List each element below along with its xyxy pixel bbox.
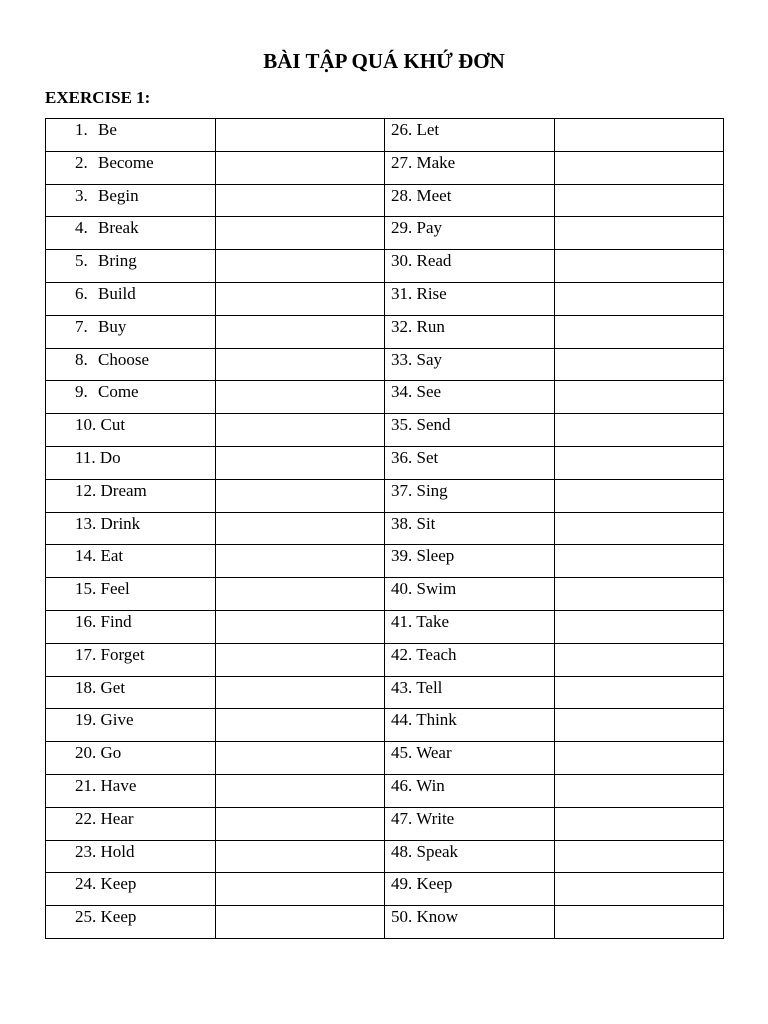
verb-word: Drink (100, 513, 141, 533)
answer-cell-right[interactable] (555, 709, 724, 742)
verb-number: 10. (75, 415, 97, 435)
verb-cell-right (385, 578, 555, 611)
verb-cell-left (46, 217, 216, 250)
verb-cell-right (385, 545, 555, 578)
answer-cell-left[interactable] (216, 840, 385, 873)
verb-word: Read (416, 251, 452, 271)
verb-number: 46. (391, 775, 413, 795)
verb-number: 23. (75, 841, 97, 861)
verb-cell-right (385, 414, 555, 447)
answer-cell-left[interactable] (216, 906, 385, 939)
verb-word: Send (416, 415, 451, 435)
verb-word: Win (416, 775, 445, 795)
verb-number: 8. (75, 349, 88, 369)
verb-cell-right (385, 315, 555, 348)
verb-number: 26. (391, 120, 413, 139)
answer-cell-right[interactable] (555, 840, 724, 873)
verb-number: 6. (75, 283, 88, 303)
answer-cell-right[interactable] (555, 119, 724, 152)
table-row (46, 610, 724, 643)
verb-number: 32. (391, 316, 413, 336)
answer-cell-right[interactable] (555, 184, 724, 217)
verb-word: Speak (416, 841, 459, 861)
verb-cell-right (385, 381, 555, 414)
verb-word: Eat (100, 546, 124, 566)
verb-cell-right (385, 709, 555, 742)
verb-number: 24. (75, 874, 97, 894)
verb-cell-left (46, 545, 216, 578)
answer-cell-right[interactable] (555, 282, 724, 315)
verb-number: 49. (391, 874, 413, 894)
verb-cell-right (385, 184, 555, 217)
verb-word: Keep (100, 907, 137, 927)
verb-cell-left (46, 381, 216, 414)
verb-cell-right (385, 742, 555, 775)
table-row (46, 545, 724, 578)
verb-word: Rise (416, 283, 447, 303)
answer-cell-right[interactable] (555, 315, 724, 348)
table-row (46, 348, 724, 381)
verb-word: Take (416, 611, 449, 631)
verb-number: 7. (75, 316, 88, 336)
verb-word: Make (416, 152, 456, 172)
answer-cell-right[interactable] (555, 250, 724, 283)
answer-cell-right[interactable] (555, 578, 724, 611)
table-row (46, 315, 724, 348)
verb-word: See (416, 382, 442, 402)
table-row (46, 151, 724, 184)
answer-cell-right[interactable] (555, 217, 724, 250)
verb-cell-right (385, 119, 555, 152)
table-row (46, 446, 724, 479)
verb-cell-left (46, 348, 216, 381)
verb-word: Break (98, 218, 139, 238)
verb-number: 41. (391, 611, 413, 631)
verb-cell-right (385, 512, 555, 545)
verb-number: 35. (391, 415, 413, 435)
verb-word: Cut (100, 415, 126, 435)
answer-cell-left[interactable] (216, 873, 385, 906)
answer-cell-left[interactable] (216, 774, 385, 807)
verb-word: Run (416, 316, 445, 336)
verb-number: 12. (75, 480, 97, 500)
verb-cell-right (385, 873, 555, 906)
table-row (46, 774, 724, 807)
verb-word: Wear (416, 743, 452, 763)
verb-cell-right (385, 151, 555, 184)
table-row (46, 250, 724, 283)
verb-word: Choose (98, 349, 149, 369)
verb-number: 21. (75, 775, 97, 795)
verb-table (45, 118, 724, 939)
verb-word: Go (100, 743, 122, 763)
verb-number: 25. (75, 907, 97, 927)
verb-number: 18. (75, 677, 97, 697)
answer-cell-left[interactable] (216, 610, 385, 643)
answer-cell-left[interactable] (216, 676, 385, 709)
verb-number: 3. (75, 185, 88, 205)
table-row (46, 282, 724, 315)
answer-cell-right[interactable] (555, 906, 724, 939)
verb-cell-left (46, 742, 216, 775)
verb-number: 50. (391, 907, 413, 927)
answer-cell-right[interactable] (555, 348, 724, 381)
verb-cell-left (46, 610, 216, 643)
verb-cell-right (385, 807, 555, 840)
answer-cell-left[interactable] (216, 578, 385, 611)
answer-cell-right[interactable] (555, 545, 724, 578)
verb-cell-right (385, 217, 555, 250)
verb-word: Do (99, 447, 121, 467)
table-row (46, 709, 724, 742)
verb-word: Swim (416, 579, 457, 599)
table-row (46, 643, 724, 676)
verb-cell-right (385, 282, 555, 315)
answer-cell-left[interactable] (216, 479, 385, 512)
verb-word: Have (100, 775, 137, 795)
verb-word: Forget (100, 644, 145, 664)
answer-cell-right[interactable] (555, 774, 724, 807)
verb-cell-right (385, 906, 555, 939)
verb-cell-right (385, 479, 555, 512)
table-row (46, 184, 724, 217)
answer-cell-left[interactable] (216, 119, 385, 152)
table-row (46, 512, 724, 545)
verb-cell-left (46, 446, 216, 479)
verb-word: Know (416, 907, 459, 927)
verb-cell-left (46, 414, 216, 447)
verb-word: Find (100, 611, 132, 631)
verb-number: 38. (391, 513, 413, 533)
answer-cell-left[interactable] (216, 151, 385, 184)
answer-cell-left[interactable] (216, 807, 385, 840)
verb-word: Begin (98, 185, 139, 205)
verb-word: Sing (416, 480, 448, 500)
verb-number: 15. (75, 579, 97, 599)
verb-cell-left (46, 184, 216, 217)
verb-number: 34. (391, 382, 413, 402)
answer-cell-right[interactable] (555, 151, 724, 184)
verb-word: Meet (416, 185, 452, 205)
verb-word: Become (98, 152, 154, 172)
verb-word: Set (416, 447, 439, 467)
table-row (46, 676, 724, 709)
answer-cell-right[interactable] (555, 512, 724, 545)
verb-number: 31. (391, 283, 413, 303)
verb-word: Hear (100, 808, 134, 828)
verb-cell-right (385, 348, 555, 381)
verb-word: Pay (416, 218, 442, 238)
verb-number: 27. (391, 152, 413, 172)
verb-word: Keep (416, 874, 453, 894)
verb-word: Give (100, 710, 134, 730)
verb-number: 39. (391, 546, 413, 566)
verb-word: Let (416, 120, 440, 139)
verb-cell-left (46, 119, 216, 152)
verb-word: Tell (416, 677, 443, 697)
answer-cell-right[interactable] (555, 479, 724, 512)
answer-cell-right[interactable] (555, 742, 724, 775)
verb-cell-left (46, 643, 216, 676)
verb-number: 14. (75, 546, 97, 566)
answer-cell-left[interactable] (216, 184, 385, 217)
answer-cell-left[interactable] (216, 742, 385, 775)
verb-word: Get (100, 677, 126, 697)
verb-word: Bring (98, 251, 137, 271)
verb-number: 48. (391, 841, 413, 861)
verb-number: 40. (391, 579, 413, 599)
answer-cell-right[interactable] (555, 610, 724, 643)
verb-cell-left (46, 873, 216, 906)
answer-cell-left[interactable] (216, 414, 385, 447)
answer-cell-left[interactable] (216, 709, 385, 742)
verb-cell-left (46, 315, 216, 348)
verb-number: 1. (75, 120, 88, 139)
verb-number: 13. (75, 513, 97, 533)
answer-cell-left[interactable] (216, 315, 385, 348)
table-row (46, 381, 724, 414)
answer-cell-left[interactable] (216, 250, 385, 283)
verb-number: 11. (75, 447, 96, 467)
verb-word: Sleep (416, 546, 455, 566)
verb-number: 45. (391, 743, 413, 763)
verb-number: 19. (75, 710, 97, 730)
verb-cell-left (46, 709, 216, 742)
verb-word: Write (416, 808, 455, 828)
verb-number: 17. (75, 644, 97, 664)
verb-cell-right (385, 610, 555, 643)
verb-number: 47. (391, 808, 413, 828)
verb-number: 22. (75, 808, 97, 828)
verb-number: 33. (391, 349, 413, 369)
answer-cell-left[interactable] (216, 217, 385, 250)
table-row (46, 742, 724, 775)
verb-number: 36. (391, 447, 413, 467)
verb-cell-right (385, 774, 555, 807)
exercise-label: EXERCISE 1: (45, 88, 151, 107)
answer-cell-right[interactable] (555, 643, 724, 676)
verb-word: Hold (100, 841, 135, 861)
verb-cell-left (46, 512, 216, 545)
table-row (46, 479, 724, 512)
verb-cell-left (46, 151, 216, 184)
verb-number: 42. (391, 644, 413, 664)
verb-cell-right (385, 676, 555, 709)
verb-number: 28. (391, 185, 413, 205)
verb-cell-right (385, 250, 555, 283)
verb-number: 16. (75, 611, 97, 631)
answer-cell-right[interactable] (555, 807, 724, 840)
verb-cell-left (46, 282, 216, 315)
answer-cell-left[interactable] (216, 446, 385, 479)
verb-word: Teach (416, 644, 457, 664)
verb-number: 30. (391, 251, 413, 271)
answer-cell-right[interactable] (555, 676, 724, 709)
answer-cell-right[interactable] (555, 446, 724, 479)
verb-word: Be (98, 120, 117, 139)
verb-number: 37. (391, 480, 413, 500)
verb-number: 20. (75, 743, 97, 763)
verb-number: 5. (75, 251, 88, 271)
verb-cell-left (46, 807, 216, 840)
answer-cell-left[interactable] (216, 643, 385, 676)
table-row (46, 873, 724, 906)
answer-cell-left[interactable] (216, 282, 385, 315)
page-title: BÀI TẬP QUÁ KHỨ ĐƠN (263, 49, 505, 73)
verb-cell-left (46, 774, 216, 807)
verb-cell-left (46, 479, 216, 512)
verb-number: 2. (75, 152, 88, 172)
table-row (46, 807, 724, 840)
verb-word: Come (98, 382, 139, 402)
verb-word: Feel (100, 579, 130, 599)
verb-table-body (46, 119, 724, 939)
verb-cell-right (385, 446, 555, 479)
verb-word: Build (98, 283, 136, 303)
verb-cell-left (46, 250, 216, 283)
verb-cell-right (385, 840, 555, 873)
verb-word: Dream (100, 480, 147, 500)
verb-number: 29. (391, 218, 413, 238)
table-row (46, 578, 724, 611)
verb-word: Sit (416, 513, 436, 533)
verb-cell-left (46, 578, 216, 611)
verb-number: 9. (75, 382, 88, 402)
answer-cell-left[interactable] (216, 348, 385, 381)
answer-cell-left[interactable] (216, 381, 385, 414)
verb-cell-left (46, 906, 216, 939)
answer-cell-right[interactable] (555, 873, 724, 906)
verb-word: Say (416, 349, 442, 369)
verb-number: 43. (391, 677, 413, 697)
verb-cell-left (46, 840, 216, 873)
answer-cell-left[interactable] (216, 512, 385, 545)
table-row (46, 906, 724, 939)
verb-cell-right (385, 643, 555, 676)
verb-cell-left (46, 676, 216, 709)
verb-word: Keep (100, 874, 137, 894)
verb-number: 44. (391, 710, 413, 730)
verb-word: Think (416, 710, 457, 730)
verb-number: 4. (75, 218, 88, 238)
table-row (46, 414, 724, 447)
answer-cell-right[interactable] (555, 414, 724, 447)
table-row (46, 217, 724, 250)
table-row (46, 840, 724, 873)
table-row (46, 119, 724, 152)
verb-word: Buy (98, 316, 127, 336)
answer-cell-left[interactable] (216, 545, 385, 578)
answer-cell-right[interactable] (555, 381, 724, 414)
